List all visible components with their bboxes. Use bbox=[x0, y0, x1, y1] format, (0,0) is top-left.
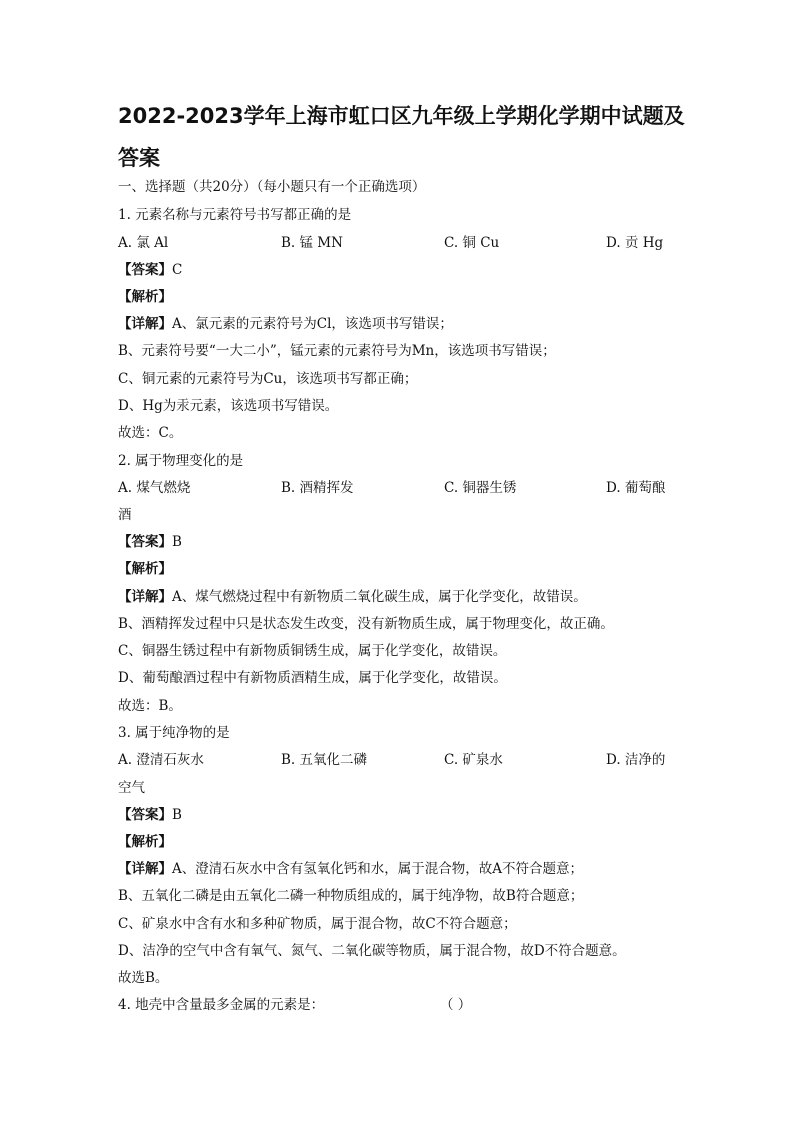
answer-label: 【答案】 bbox=[118, 534, 172, 550]
q3-option-d: D. 洁净的 bbox=[606, 752, 666, 768]
q1-option-d: D. 贡 Hg bbox=[606, 235, 664, 251]
q3-option-a: A. 澄清石灰水 bbox=[118, 752, 204, 768]
q1-option-b: B. 锰 MN bbox=[281, 235, 343, 251]
q3-answer-value: B bbox=[172, 807, 182, 823]
q1-detail-c: C、铜元素的元素符号为Cu，该选项书写都正确； bbox=[118, 371, 418, 387]
q1-option-c: C. 铜 Cu bbox=[444, 235, 500, 251]
q1-detail-a: 【详解】A、氯元素的元素符号为Cl，该选项书写错误； bbox=[118, 316, 453, 332]
q2-option-d-wrap: 酒 bbox=[118, 507, 132, 523]
q3-detail-c: C、矿泉水中含有水和多种矿物质，属于混合物，故C不符合题意； bbox=[118, 916, 517, 932]
document-title: 2022-2023学年上海市虹口区九年级上学期化学期中试题及答案 bbox=[118, 104, 685, 170]
q2-answer bbox=[118, 533, 182, 551]
q3-conclusion: 故选B。 bbox=[118, 970, 169, 986]
q4-answer-blank: （ ） bbox=[440, 997, 472, 1013]
q2-conclusion: 故选：B。 bbox=[118, 698, 182, 714]
q3-detail-b: B、五氧化二磷是由五氧化二磷一种物质组成的，属于纯净物，故B符合题意； bbox=[118, 888, 584, 904]
q2-detail-b: B、酒精挥发过程中只是状态发生改变，没有新物质生成，属于物理变化，故正确。 bbox=[118, 616, 614, 632]
q3-answer bbox=[118, 806, 182, 824]
q2-analysis-label: 【解析】 bbox=[118, 561, 172, 577]
answer-label: 【答案】 bbox=[118, 807, 172, 823]
question-2-stem: 2. 属于物理变化的是 bbox=[118, 453, 244, 469]
q1-answer bbox=[118, 261, 182, 279]
q2-detail-d: D、葡萄酿酒过程中有新物质酒精生成，属于化学变化，故错误。 bbox=[118, 670, 507, 686]
q1-detail-b: B、元素符号要“一大二小”，锰元素的元素符号为Mn，该选项书写错误； bbox=[118, 343, 556, 359]
q3-option-c: C. 矿泉水 bbox=[444, 752, 503, 768]
answer-label: 【答案】 bbox=[118, 262, 172, 278]
q2-answer-value: B bbox=[172, 534, 182, 550]
detail-label: 【详解】 bbox=[118, 316, 172, 332]
q1-detail-d: D、Hg为汞元素，该选项书写错误。 bbox=[118, 398, 339, 414]
q2-option-b: B. 酒精挥发 bbox=[281, 480, 354, 496]
q3-detail-a: 【详解】A、澄清石灰水中含有氢氧化钙和水，属于混合物，故A不符合题意； bbox=[118, 861, 583, 877]
section-heading: 一、选择题（共20分）（每小题只有一个正确选项） bbox=[118, 179, 426, 195]
q2-option-c: C. 铜器生锈 bbox=[444, 480, 517, 496]
q1-option-a: A. 氯 Al bbox=[118, 235, 169, 251]
q3-option-d-wrap: 空气 bbox=[118, 780, 145, 796]
q3-analysis-label: 【解析】 bbox=[118, 834, 172, 850]
question-4-stem: 4. 地壳中含量最多金属的元素是： bbox=[118, 997, 325, 1013]
q2-option-d: D. 葡萄酿 bbox=[606, 480, 666, 496]
detail-label: 【详解】 bbox=[118, 589, 172, 605]
q1-conclusion: 故选：C。 bbox=[118, 425, 183, 441]
q3-detail-d: D、洁净的空气中含有氧气、氮气、二氧化碳等物质，属于混合物，故D不符合题意。 bbox=[118, 943, 626, 959]
detail-label: 【详解】 bbox=[118, 861, 172, 877]
q1-answer-value: C bbox=[172, 262, 183, 278]
q2-option-a: A. 煤气燃烧 bbox=[118, 480, 191, 496]
q3-option-b: B. 五氧化二磷 bbox=[281, 752, 368, 768]
q2-detail-a: 【详解】A、煤气燃烧过程中有新物质二氧化碳生成，属于化学变化，故错误。 bbox=[118, 589, 587, 605]
q1-analysis-label: 【解析】 bbox=[118, 289, 172, 305]
q2-detail-c: C、铜器生锈过程中有新物质铜锈生成，属于化学变化，故错误。 bbox=[118, 643, 507, 659]
question-1-stem: 1. 元素名称与元素符号书写都正确的是 bbox=[118, 207, 352, 223]
question-3-stem: 3. 属于纯净物的是 bbox=[118, 725, 230, 741]
